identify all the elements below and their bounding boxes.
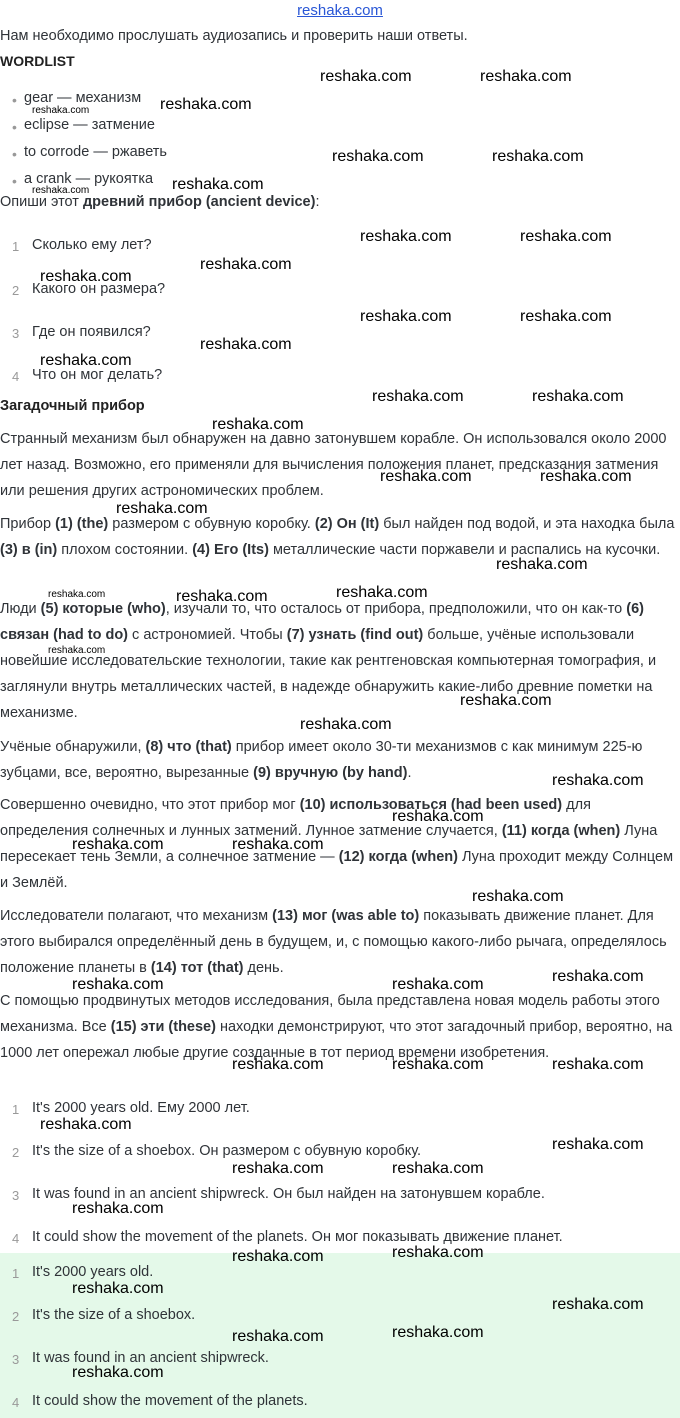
describe-suffix: : xyxy=(315,194,320,210)
watermark: reshaka.com xyxy=(520,308,612,325)
watermark: reshaka.com xyxy=(372,388,464,405)
watermark: reshaka.com xyxy=(360,228,452,245)
paragraph-text: . xyxy=(407,765,412,781)
watermark: reshaka.com xyxy=(392,808,484,825)
list-number: 3 xyxy=(12,1352,20,1367)
watermark: reshaka.com xyxy=(232,1160,324,1177)
paragraph-text: Луна пересекает тень Земли, а солнечное затмение — xyxy=(0,823,658,865)
watermark: reshaka.com xyxy=(232,836,324,853)
watermark: reshaka.com xyxy=(72,1280,164,1297)
answer-en-item: It could show the movement of the planets. xyxy=(32,1393,308,1409)
paragraph-text: Прибор xyxy=(0,516,56,532)
watermark: reshaka.com xyxy=(392,976,484,993)
watermark: reshaka.com xyxy=(72,1364,164,1381)
watermark: reshaka.com xyxy=(392,1244,484,1261)
watermark: reshaka.com xyxy=(32,185,90,196)
watermark: reshaka.com xyxy=(40,352,132,369)
watermark: reshaka.com xyxy=(532,388,624,405)
answer-fill: (7) узнать (find out) xyxy=(286,627,424,643)
watermark: reshaka.com xyxy=(540,468,632,485)
watermark: reshaka.com xyxy=(552,1296,644,1313)
list-number: 4 xyxy=(12,369,20,384)
answer-fill: (9) вручную (by hand) xyxy=(253,765,408,781)
paragraph-text: , изучали то, что осталось от прибора, предположили, что он как-то xyxy=(165,601,627,617)
paragraph-3 xyxy=(0,596,680,726)
answer-item: It could show the movement of the planets. Он мог показывать движение планет. xyxy=(32,1229,563,1245)
list-number: 2 xyxy=(12,283,20,298)
watermark: reshaka.com xyxy=(392,1056,484,1073)
watermark: reshaka.com xyxy=(336,584,428,601)
watermark: reshaka.com xyxy=(72,836,164,853)
article-title: Загадочный прибор xyxy=(0,398,145,414)
paragraph-text: с астрономией. Чтобы xyxy=(128,627,287,643)
list-number: 2 xyxy=(12,1145,20,1160)
watermark: reshaka.com xyxy=(332,148,424,165)
answer-fill: (1) (the) xyxy=(55,516,109,532)
watermark: reshaka.com xyxy=(48,589,106,600)
watermark: reshaka.com xyxy=(172,176,264,193)
answer-fill: (13) мог (was able to) xyxy=(272,908,420,924)
watermark: reshaka.com xyxy=(160,96,252,113)
watermark: reshaka.com xyxy=(552,968,644,985)
watermark: reshaka.com xyxy=(232,1056,324,1073)
question-item: Сколько ему лет? xyxy=(32,237,152,253)
intro-text: Нам необходимо прослушать аудиозапись и проверить наши ответы. xyxy=(0,28,468,44)
watermark: reshaka.com xyxy=(200,256,292,273)
watermark: reshaka.com xyxy=(392,1160,484,1177)
list-number: 4 xyxy=(12,1395,20,1410)
answer-en-item: It was found in an ancient shipwreck. xyxy=(32,1350,269,1366)
paragraph-text: больше, учёные использовали новейшие исследовательские технологии, такие как рентгеновская компьютерная томография, и заглянули внутрь металлических частей, в надежде обнаружить какие-либо древние пометки на механизме. xyxy=(0,627,657,721)
watermark: reshaka.com xyxy=(480,68,572,85)
question-item: Какого он размера? xyxy=(32,281,166,297)
paragraph-text: Луна проходит между Солнцем и Землёй. xyxy=(0,849,674,891)
watermark: reshaka.com xyxy=(40,1116,132,1133)
watermark: reshaka.com xyxy=(380,468,472,485)
answer-fill: (11) когда (when) xyxy=(501,823,621,839)
bullet-icon: • xyxy=(12,173,17,189)
watermark: reshaka.com xyxy=(116,500,208,517)
paragraph-text: день. xyxy=(243,960,284,976)
list-number: 1 xyxy=(12,1266,20,1281)
answer-fill: (12) когда (when) xyxy=(338,849,458,865)
answer-item: It's 2000 years old. Ему 2000 лет. xyxy=(32,1100,250,1116)
watermark: reshaka.com xyxy=(492,148,584,165)
answer-en-item: It's the size of a shoebox. xyxy=(32,1307,196,1323)
question-item: Где он появился? xyxy=(32,324,151,340)
watermark: reshaka.com xyxy=(200,336,292,353)
describe-bold: древний прибор (ancient device) xyxy=(82,194,316,210)
describe-prompt xyxy=(0,194,319,210)
list-number: 2 xyxy=(12,1309,20,1324)
wordlist-item: a crank — рукоятка xyxy=(24,171,154,187)
watermark: reshaka.com xyxy=(460,692,552,709)
paragraph-text: находки демонстрируют, что этот загадочный прибор, вероятно, на 1000 лет опережал любые другие созданные в тот период времени изобретения. xyxy=(0,1019,673,1061)
list-number: 1 xyxy=(12,1102,20,1117)
paragraph-text: показывать движение планет. Для этого выбирался определённый день в будущем, и, с помощью какого-либо рычага, определялось положение планеты в xyxy=(0,908,667,976)
watermark: reshaka.com xyxy=(48,645,106,656)
watermark: reshaka.com xyxy=(232,1328,324,1345)
watermark: reshaka.com xyxy=(392,1324,484,1341)
answer-fill: (14) тот (that) xyxy=(150,960,244,976)
list-number: 3 xyxy=(12,326,20,341)
paragraph-1: Странный механизм был обнаружен на давно затонувшем корабле. Он использовался около 2000 лет назад. Возможно, его применяли для вычисления положения планет, предсказания затмения или решения других астрономических проблем. xyxy=(0,431,667,499)
paragraph-text: плохом состоянии. xyxy=(57,542,193,558)
watermark: reshaka.com xyxy=(72,1200,164,1217)
answer-fill: (6) связан (had to do) xyxy=(0,601,645,643)
answer-item: It's the size of a shoebox. Он размером с обувную коробку. xyxy=(32,1143,422,1159)
paragraph-text: металлические части поржавели и распались на кусочки. xyxy=(268,542,661,558)
paragraph-text: был найден под водой, и эта находка была xyxy=(379,516,675,532)
list-number: 1 xyxy=(12,239,20,254)
answer-fill: (10) использоваться (had been used) xyxy=(299,797,563,813)
watermark: reshaka.com xyxy=(212,416,304,433)
watermark: reshaka.com xyxy=(360,308,452,325)
watermark: reshaka.com xyxy=(40,268,132,285)
answer-fill: (15) эти (these) xyxy=(110,1019,216,1035)
wordlist-item: to corrode — ржаветь xyxy=(24,144,167,160)
watermark: reshaka.com xyxy=(232,1248,324,1265)
question-item: Что он мог делать? xyxy=(32,367,163,383)
describe-prefix: Опиши этот xyxy=(0,194,83,210)
list-number: 4 xyxy=(12,1231,20,1246)
answer-fill: (2) Он (It) xyxy=(314,516,380,532)
answer-item: It was found in an ancient shipwreck. Он был найден на затонувшем корабле. xyxy=(32,1186,545,1202)
answer-en-item: It's 2000 years old. xyxy=(32,1264,154,1280)
answer-fill: (5) которые (who) xyxy=(40,601,166,617)
watermark: reshaka.com xyxy=(472,888,564,905)
answer-fill: (4) Его (Its) xyxy=(192,542,269,558)
watermark: reshaka.com xyxy=(552,772,644,789)
bullet-icon: • xyxy=(12,119,17,135)
watermark: reshaka.com xyxy=(320,68,412,85)
paragraph-text: для определения солнечных и лунных затмений. Лунное затмение случается, xyxy=(0,797,591,839)
answer-fill: (3) в (in) xyxy=(0,542,58,558)
bullet-icon: • xyxy=(12,146,17,162)
paragraph-text: Совершенно очевидно, что этот прибор мог xyxy=(0,797,300,813)
watermark: reshaka.com xyxy=(496,556,588,573)
paragraph-text: Люди xyxy=(0,601,41,617)
paragraph-text: размером с обувную коробку. xyxy=(108,516,315,532)
wordlist-item: gear — механизм xyxy=(24,90,142,106)
watermark: reshaka.com xyxy=(72,976,164,993)
watermark: reshaka.com xyxy=(300,716,392,733)
paragraph-text: прибор имеет около 30-ти механизмов с как минимум 225-ю зубцами, все, вероятно, вырезанные xyxy=(0,739,643,781)
site-link[interactable]: reshaka.com xyxy=(297,2,383,19)
answer-fill: (8) что (that) xyxy=(145,739,232,755)
paragraph-text: Учёные обнаружили, xyxy=(0,739,146,755)
watermark: reshaka.com xyxy=(552,1136,644,1153)
paragraph-text: Исследователи полагают, что механизм xyxy=(0,908,273,924)
paragraph-text: С помощью продвинутых методов исследования, была представлена новая модель работы этого механизма. Все xyxy=(0,993,660,1035)
wordlist-title: WORDLIST xyxy=(0,53,75,69)
watermark: reshaka.com xyxy=(552,1056,644,1073)
paragraph-7 xyxy=(0,988,680,1066)
bullet-icon: • xyxy=(12,92,17,108)
wordlist-item: eclipse — затмение xyxy=(24,117,155,133)
watermark: reshaka.com xyxy=(176,588,268,605)
list-number: 3 xyxy=(12,1188,20,1203)
watermark: reshaka.com xyxy=(32,105,90,116)
watermark: reshaka.com xyxy=(520,228,612,245)
